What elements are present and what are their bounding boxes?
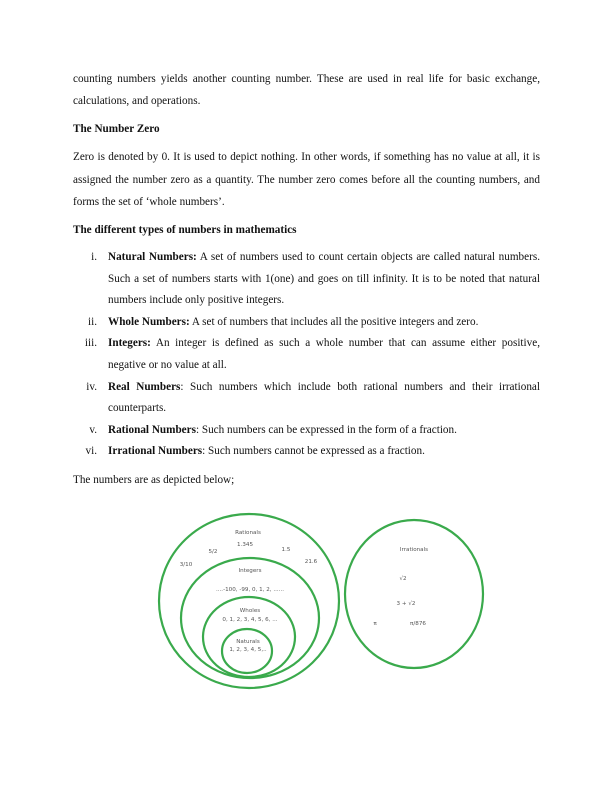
irrationals-example: 3 + √2 — [396, 601, 416, 607]
number-types-list — [73, 247, 540, 463]
term-description: A set of numbers that includes all the positive integers and zero. — [189, 315, 479, 328]
list-item-rational-numbers — [73, 420, 540, 442]
list-item-real-numbers — [73, 377, 540, 420]
list-numeral: iv. — [86, 380, 97, 393]
heading-number-zero: The Number Zero — [73, 123, 160, 136]
term-label: Real Numbers — [108, 380, 181, 393]
irrationals-example: π — [373, 621, 377, 627]
term-label: Rational Numbers — [108, 423, 196, 436]
wholes-circle — [203, 597, 295, 677]
term-description: : Such numbers cannot be expressed as a fraction. — [202, 445, 425, 458]
list-numeral: i. — [91, 251, 97, 264]
wholes-examples: 0, 1, 2, 3, 4, 5, 6, ... — [222, 617, 278, 623]
rationals-example: 5/2 — [208, 549, 218, 555]
naturals-title: Naturals — [236, 639, 260, 645]
integers-examples: ....-100, -99, 0, 1, 2, ...... — [215, 587, 285, 593]
term-label: Whole Numbers: — [108, 315, 190, 328]
irrationals-example: √2 — [399, 576, 407, 582]
document-page — [73, 68, 540, 491]
irrationals-title: Irrationals — [399, 547, 429, 553]
wholes-title: Wholes — [239, 608, 261, 614]
term-description: A set of numbers used to count certain objects are called natural numbers. Such a set of numbers starts with 1(one) and goes on till infinity. It is to be noted that natural numbers include only positive integers. — [108, 251, 540, 307]
term-label: Integers: — [108, 337, 151, 350]
naturals-examples: 1, 2, 3, 4, 5,.. — [229, 647, 267, 653]
rationals-example: 1.5 — [281, 547, 291, 553]
list-item-natural-numbers — [73, 247, 540, 312]
number-zero-paragraph: Zero is denoted by 0. It is used to depict nothing. In other words, if something has no value at all, it is assigned the number zero as a quantity. The number zero comes before all the counting numbers, and forms the set of ‘whole numbers’. — [73, 151, 540, 208]
term-description: An integer is defined as such a whole number that can assume either positive, negative or no value at all. — [108, 337, 540, 371]
rationals-title: Rationals — [235, 530, 261, 536]
list-numeral: ii. — [87, 315, 97, 328]
rationals-circle — [159, 514, 339, 688]
integers-circle — [181, 558, 319, 678]
term-label: Irrational Numbers — [108, 445, 203, 458]
integers-title: Integers — [238, 568, 262, 574]
naturals-circle — [222, 629, 272, 673]
term-description: : Such numbers can be expressed in the form of a fraction. — [195, 423, 457, 436]
heading-types-of-numbers: The different types of numbers in mathematics — [73, 224, 297, 237]
rationals-example: 3/10 — [179, 562, 193, 568]
term-description: : Such numbers which include both rational numbers and their irrational counterparts. — [108, 380, 540, 415]
rationals-example: 21.6 — [304, 559, 318, 565]
list-item-irrational-numbers — [73, 441, 540, 463]
term-label: Natural Numbers: — [108, 251, 197, 264]
list-item-whole-numbers — [73, 312, 540, 334]
irrationals-circle — [345, 520, 483, 668]
list-numeral: iii. — [84, 337, 97, 350]
irrationals-example: π/876 — [410, 621, 426, 627]
intro-paragraph: counting numbers yields another counting number. These are used in real life for basic exchange, calculations, and operations. — [73, 73, 540, 108]
diagram-intro: The numbers are as depicted below; — [73, 473, 235, 486]
list-numeral: v. — [89, 423, 97, 436]
list-numeral: vi. — [85, 445, 97, 458]
rationals-example: 1.345 — [236, 542, 254, 548]
list-item-integers — [73, 333, 540, 376]
